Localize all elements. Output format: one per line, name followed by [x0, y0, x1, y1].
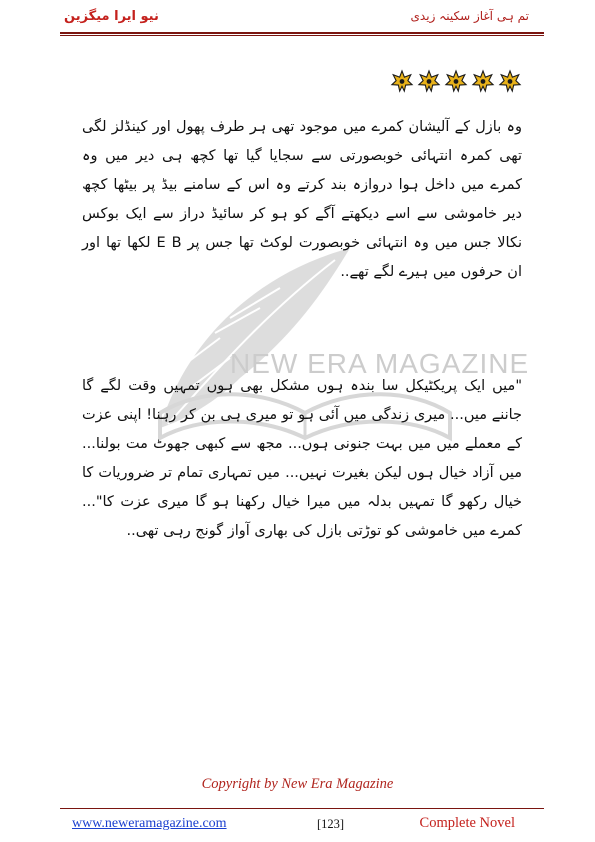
story-paragraph-1: وہ بازل کے آلیشان کمرے میں موجود تھی ہر طرف پھول اور کینڈلز لگی تھی کمرہ انتہائی خوبصورتی سے سجایا گیا تھا کچھ ہی دیر میں وہ کمرے میں داخل ہوا دروازہ بند کرتے وہ اس کے سامنے بیڈ پر بیٹھا کچھ دیر خاموشی سے اسے دیکھتے آگے کو ہو کر سائیڈ دراز سے ایک بوکس نکالا جس میں وہ انتہائی خوبصورت لوکٹ تھا جس پر E B لکھا تھا اور ان حرفوں میں ہیرے لگے تھے..: [82, 119, 523, 280]
footer-rule: [60, 808, 544, 809]
star-icon: [445, 70, 467, 92]
star-icon: [499, 70, 521, 92]
star-icon: [472, 70, 494, 92]
website-link[interactable]: www.neweramagazine.com: [72, 816, 227, 831]
header-rule: [60, 32, 544, 34]
page-number: [123]: [317, 817, 345, 831]
magazine-name: نیو ایرا میگزین: [64, 9, 159, 24]
watermark-text: NEW ERA MAGAZINE: [230, 348, 530, 379]
star-icon: [418, 70, 440, 92]
complete-novel-label: Complete Novel: [419, 815, 515, 831]
star-ornament: [391, 70, 521, 92]
novel-title: تم ہی آغاز سکینہ زیدی: [410, 9, 529, 23]
story-paragraph-2: "میں ایک پریکٹیکل سا بندہ ہوں مشکل بھی ہوں تمہیں وقت لگے گا جاننے میں... میری زندگی میں آئی ہو تو میری ہی بن کر رہنا! اپنی عزت کے معملے میں میں بہت جنونی ہوں... مجھ سے کبھی جھوٹ مت بولنا... میں آزاد خیال ہوں لیکن بغیرت نہیں... میں تمہاری تمام تر ضروریات کا خیال رکھو گا تمہیں بدلہ میں میرا خیال رکھنا ہو گا میری عزت کا"... کمرے میں خاموشی کو توڑتی بازل کی بھاری آواز گونج رہی تھی..: [82, 378, 522, 539]
header-rule-thin: [60, 35, 544, 36]
copyright-notice: Copyright by New Era Magazine: [201, 776, 394, 792]
star-icon: [391, 70, 413, 92]
